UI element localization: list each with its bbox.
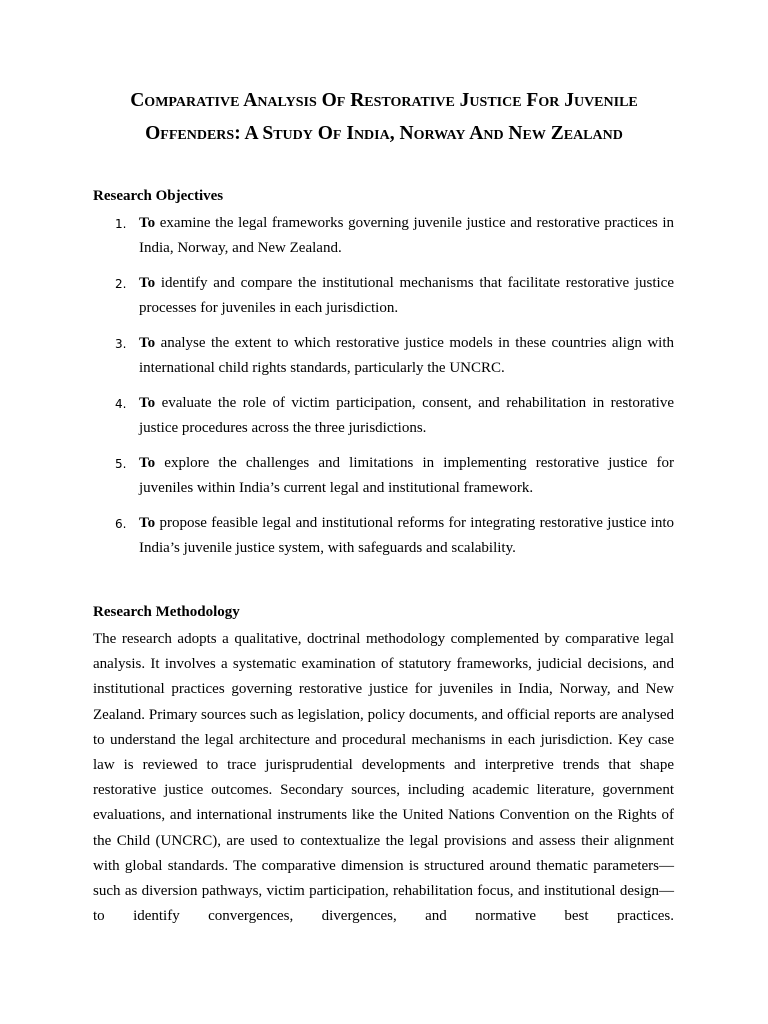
objective-item: [93, 391, 674, 441]
objective-text: explore the challenges and limitations in implementing restorative justice for juveniles within India’s current legal and institutional framework.: [139, 455, 674, 496]
objective-lead: To: [139, 215, 156, 231]
objective-text: identify and compare the institutional mechanisms that facilitate restorative justice processes for juveniles in each jurisdiction.: [139, 275, 674, 316]
objective-item: [93, 271, 674, 321]
objective-lead: To: [139, 335, 156, 351]
objective-text: analyse the extent to which restorative justice models in these countries align with international child rights standards, particularly the UNCRC.: [139, 335, 674, 376]
objective-number: 4.: [115, 397, 127, 411]
objective-number: 6.: [115, 517, 127, 531]
objectives-heading: Research Objectives: [93, 188, 224, 204]
objective-lead: To: [139, 395, 156, 411]
objectives-list: [93, 211, 674, 571]
document-title: [60, 84, 708, 150]
methodology-heading: Research Methodology: [93, 604, 240, 620]
objective-text: evaluate the role of victim participation, consent, and rehabilitation in restorative justice procedures across the three jurisdictions.: [139, 395, 674, 436]
objective-number: 3.: [115, 337, 127, 351]
objective-lead: To: [139, 515, 156, 531]
objective-item: [93, 451, 674, 501]
objective-lead: To: [139, 455, 156, 471]
objective-number: 2.: [115, 277, 127, 291]
methodology-paragraph: The research adopts a qualitative, doctrinal methodology complemented by comparative legal analysis. It involves a systematic examination of statutory frameworks, judicial decisions, and institutional practices governing restorative justice for juveniles in India, Norway, and New Zealand. Primary sources such as legislation, policy documents, and official reports are analysed to understand the legal architecture and procedural mechanisms in each jurisdiction. Key case law is reviewed to trace jurisprudential developments and interpretive trends that shape restorative justice outcomes. Secondary sources, including academic literature, government evaluations, and international instruments like the United Nations Convention on the Rights of the Child (UNCRC), are used to contextualize the legal provisions and assess their alignment with global standards. The comparative dimension is structured around thematic parameters—such as diversion pathways, victim participation, rehabilitation focus, and institutional design—to identify convergences, divergences, and normative best practices.: [93, 631, 674, 925]
title-line-2: Offenders: A Study Of India, Norway And New Zealand: [145, 123, 623, 144]
objective-text: examine the legal frameworks governing juvenile justice and restorative practices in India, Norway, and New Zealand.: [139, 215, 674, 256]
objective-lead: To: [139, 275, 156, 291]
objective-number: 1.: [115, 217, 127, 231]
title-line-1: Comparative Analysis Of Restorative Justice For Juvenile: [130, 90, 638, 111]
objective-number: 5.: [115, 457, 127, 471]
objective-text: propose feasible legal and institutional reforms for integrating restorative justice into India’s juvenile justice system, with safeguards and scalability.: [139, 515, 674, 556]
objective-item: [93, 211, 674, 261]
objective-item: [93, 511, 674, 561]
objective-item: [93, 331, 674, 381]
